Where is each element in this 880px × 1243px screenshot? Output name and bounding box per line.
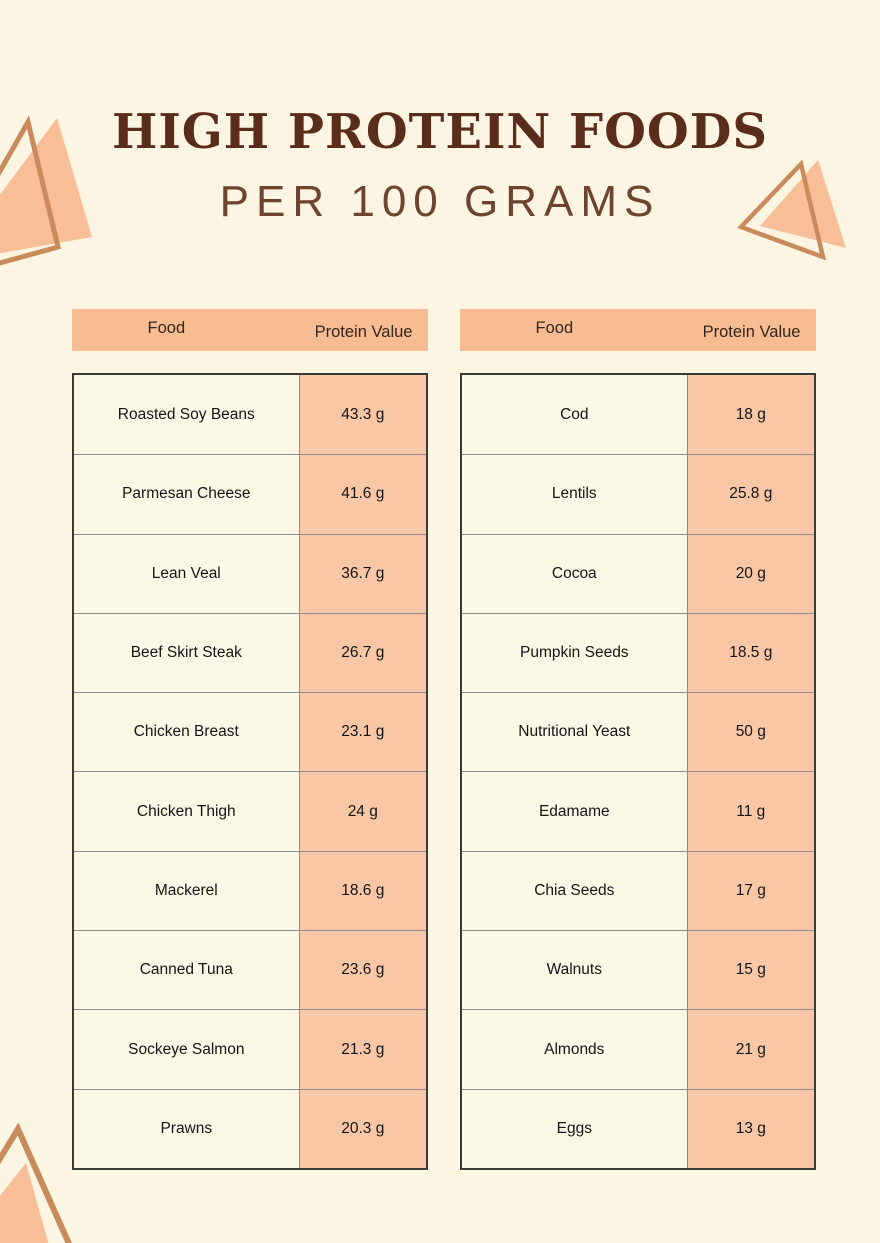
table-row <box>462 534 814 613</box>
table-row <box>74 771 426 850</box>
protein-value-cell: 18.5 g <box>687 614 814 692</box>
protein-value-cell: 18 g <box>687 375 814 454</box>
data-table-right <box>460 373 816 1170</box>
food-cell: Almonds <box>462 1010 687 1088</box>
protein-value-cell: 26.7 g <box>299 614 426 692</box>
page-subtitle: PER 100 GRAMS <box>219 177 661 226</box>
food-cell: Chicken Thigh <box>74 772 299 850</box>
protein-value-cell: 36.7 g <box>299 535 426 613</box>
title-block <box>0 104 880 226</box>
protein-value-cell: 20.3 g <box>299 1090 426 1168</box>
table-row <box>462 613 814 692</box>
protein-value-cell: 50 g <box>687 693 814 771</box>
food-cell: Canned Tuna <box>74 931 299 1009</box>
table-row <box>74 454 426 533</box>
food-cell: Parmesan Cheese <box>74 455 299 533</box>
table-row <box>74 375 426 454</box>
food-cell: Lean Veal <box>74 535 299 613</box>
food-cell: Cod <box>462 375 687 454</box>
page-title: HIGH PROTEIN FOODS <box>112 104 768 160</box>
food-cell: Prawns <box>74 1090 299 1168</box>
food-column-header: Food <box>535 318 574 337</box>
protein-value-cell: 23.6 g <box>299 931 426 1009</box>
food-cell: Eggs <box>462 1090 687 1168</box>
table-row <box>462 454 814 533</box>
food-cell: Roasted Soy Beans <box>74 375 299 454</box>
protein-value-cell: 21 g <box>687 1010 814 1088</box>
protein-value-cell: 20 g <box>687 535 814 613</box>
protein-value-cell: 21.3 g <box>299 1010 426 1088</box>
protein-value-cell: 24 g <box>299 772 426 850</box>
table-row <box>74 692 426 771</box>
food-cell: Cocoa <box>462 535 687 613</box>
food-cell: Chia Seeds <box>462 852 687 930</box>
food-table-left <box>72 309 428 1170</box>
food-cell: Pumpkin Seeds <box>462 614 687 692</box>
table-row <box>74 534 426 613</box>
table-row <box>74 1009 426 1088</box>
protein-value-cell: 13 g <box>687 1090 814 1168</box>
table-row <box>462 930 814 1009</box>
protein-value-cell: 17 g <box>687 852 814 930</box>
data-table-left <box>72 373 428 1170</box>
protein-value-cell: 15 g <box>687 931 814 1009</box>
column-header-bar-right <box>460 309 816 351</box>
table-row <box>74 930 426 1009</box>
table-row <box>462 851 814 930</box>
table-row <box>462 375 814 454</box>
food-cell: Mackerel <box>74 852 299 930</box>
column-header-bar-left <box>72 309 428 351</box>
protein-value-cell: 41.6 g <box>299 455 426 533</box>
table-row <box>74 1089 426 1168</box>
protein-value-cell: 11 g <box>687 772 814 850</box>
protein-value-cell: 18.6 g <box>299 852 426 930</box>
food-table-right <box>460 309 816 1170</box>
table-row <box>462 692 814 771</box>
table-row <box>462 1089 814 1168</box>
food-cell: Walnuts <box>462 931 687 1009</box>
protein-value-cell: 25.8 g <box>687 455 814 533</box>
food-cell: Sockeye Salmon <box>74 1010 299 1088</box>
food-cell: Chicken Breast <box>74 693 299 771</box>
food-column-header: Food <box>147 318 186 337</box>
table-row <box>462 1009 814 1088</box>
protein-value-column-header: Protein Value <box>702 322 801 341</box>
table-row <box>74 851 426 930</box>
triangle-bottom-left-fill <box>0 1163 52 1243</box>
protein-value-cell: 43.3 g <box>299 375 426 454</box>
food-cell: Nutritional Yeast <box>462 693 687 771</box>
table-row <box>74 613 426 692</box>
table-row <box>462 771 814 850</box>
protein-value-cell: 23.1 g <box>299 693 426 771</box>
protein-value-column-header: Protein Value <box>314 322 413 341</box>
food-cell: Edamame <box>462 772 687 850</box>
food-cell: Lentils <box>462 455 687 533</box>
food-cell: Beef Skirt Steak <box>74 614 299 692</box>
